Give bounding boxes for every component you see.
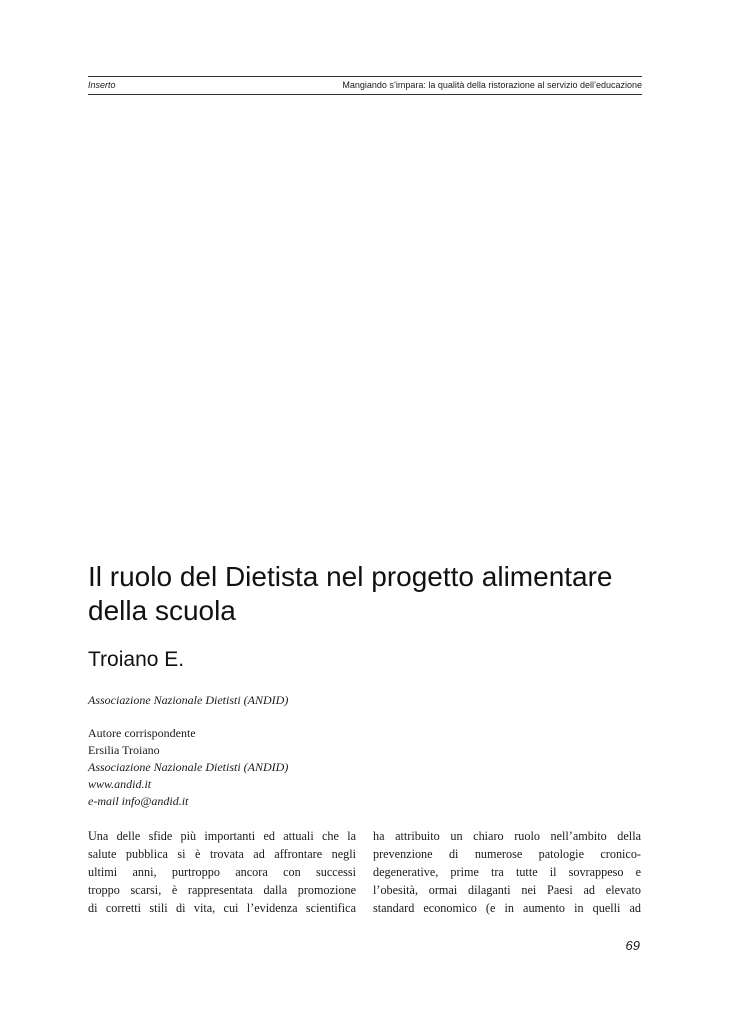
body-line: Una delle sfide più importanti ed attuali che la — [88, 829, 356, 843]
body-line: prevenzione di numerose patologie cronico- — [373, 847, 641, 861]
body-line: ha attribuito un chiaro ruolo nell’ambito della — [373, 829, 641, 843]
correspondence-label: Autore corrispondente — [88, 726, 196, 740]
article-title-line-2: della scuola — [88, 595, 236, 626]
author-affiliation: Associazione Nazionale Dietisti (ANDID) — [88, 693, 289, 707]
correspondence-organization: Associazione Nazionale Dietisti (ANDID) — [88, 760, 289, 774]
correspondence-name: Ersilia Troiano — [88, 743, 160, 757]
body-line: degenerative, prime tra tutte il sovrappeso e — [373, 865, 641, 879]
body-column-right — [373, 827, 641, 917]
body-line: standard economico (e in aumento in quelli ad — [373, 901, 641, 915]
article-title — [88, 560, 648, 628]
body-line: troppo scarsi, è rappresentata dalla promozione — [88, 883, 356, 897]
article-author: Troiano E. — [88, 648, 185, 671]
body-line: di corretti stili di vita, cui l’evidenza scientifica — [88, 901, 356, 915]
body-line: ultimi anni, purtroppo ancora con successi — [88, 865, 356, 879]
running-header — [88, 76, 642, 95]
page-number: 69 — [625, 938, 640, 953]
body-column-left — [88, 827, 356, 917]
running-title: Mangiando s’impara: la qualità della ristorazione al servizio dell’educazione — [342, 80, 642, 90]
section-label: Inserto — [88, 80, 116, 90]
body-line: salute pubblica si è trovata ad affrontare negli — [88, 847, 356, 861]
article-title-line-1: Il ruolo del Dietista nel progetto alimentare — [88, 561, 613, 592]
correspondence-website: www.andid.it — [88, 777, 152, 791]
body-line: l’obesità, ormai dilaganti nei Paesi ad elevato — [373, 883, 641, 897]
correspondence-block — [88, 725, 288, 810]
correspondence-email: e-mail info@andid.it — [88, 794, 189, 808]
